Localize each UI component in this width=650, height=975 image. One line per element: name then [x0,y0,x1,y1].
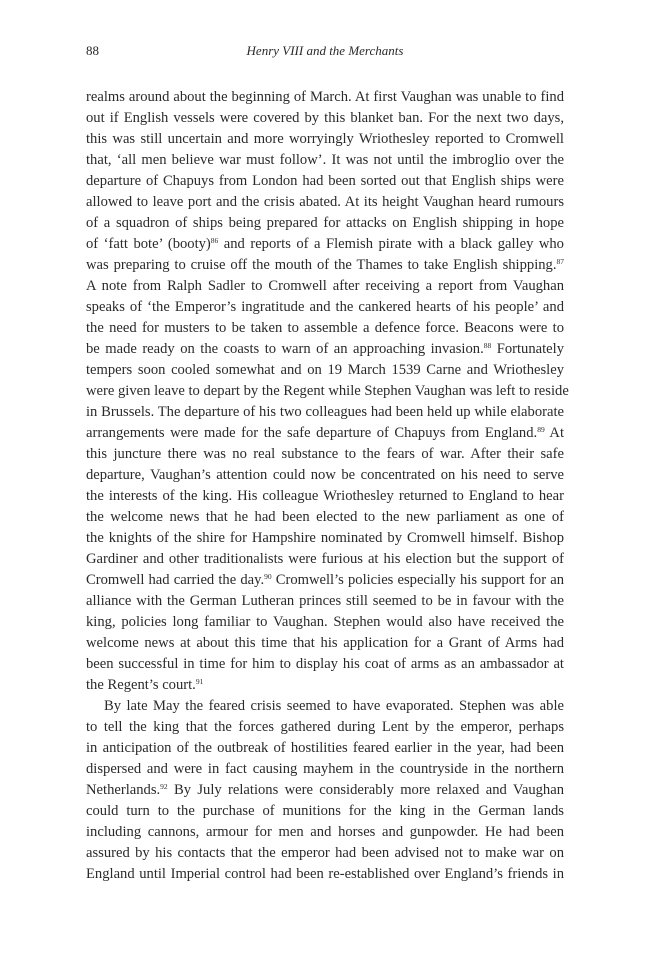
text-line [86,654,564,675]
text-run: in Brussels. The departure of his two colleagues had been held up while elaborate [86,404,564,420]
text-line [86,780,564,801]
text-run: allowed to leave port and the crisis abated. At its height Vaughan heard rumours [86,194,564,210]
footnote-reference: 91 [195,677,204,686]
footnote-reference: 92 [160,782,168,791]
text-run: were given leave to depart by the Regent while Stephen Vaughan was left to reside [86,383,569,399]
text-run: tempers soon cooled somewhat and on 19 March 1539 Carne and Wriothesley [86,362,564,378]
text-run: that, ‘all men believe war must follow’. It was not until the imbroglio over the [86,152,564,168]
text-line [86,255,564,276]
text-line [86,570,564,591]
text-line [86,465,564,486]
text-line [86,171,564,192]
text-line [86,507,564,528]
text-run: England until Imperial control had been re-established over England’s friends in [86,866,564,882]
text-line [86,360,564,381]
text-run: At [544,425,565,441]
text-line [86,801,564,822]
text-run: was preparing to cruise off the mouth of the Thames to take English shipping. [86,257,557,273]
text-run: By July relations were considerably more relaxed and Vaughan [167,782,564,798]
text-line [86,402,564,423]
text-line [86,129,564,150]
text-line [86,423,564,444]
text-run: alliance with the German Lutheran princes still seemed to be in favour with the [86,593,564,609]
text-line [86,822,564,843]
text-run: the knights of the shire for Hampshire nominated by Cromwell himself. Bishop [86,530,564,546]
text-line [86,528,564,549]
text-run: Cromwell’s policies especially his support for an [271,572,564,588]
text-line [86,381,569,402]
text-run: Cromwell had carried the day. [86,572,265,588]
text-line [86,591,564,612]
text-line [86,150,564,171]
text-run: Fortunately [491,341,564,357]
text-line [86,192,564,213]
text-line [86,633,564,654]
page-number: 88 [86,43,99,58]
text-run: in anticipation of the outbreak of hostilities feared earlier in the year, had been [86,740,564,756]
text-run: this juncture there was no real substance to the fears of war. After their safe [86,446,564,462]
text-run: Gardiner and other traditionalists were furious at his election but the support of [86,551,564,567]
text-run: been successful in time for him to display his coat of arms as an ambassador at [86,656,564,672]
text-line [86,108,564,129]
text-run: the interests of the king. His colleague Wriothesley returned to England to hear [86,488,564,504]
text-run: speaks of ‘the Emperor’s ingratitude and the cankered hearts of his people’ and [86,299,564,315]
text-run: out if English vessels were covered by this blanket ban. For the next two days, [86,110,564,126]
text-run: king, policies long familiar to Vaughan. Stephen would also have received the [86,614,564,630]
text-run: be made ready on the coasts to warn of an approaching invasion. [86,341,484,357]
text-run: including cannons, armour for men and horses and gunpowder. He had been [86,824,564,840]
text-run: realms around about the beginning of March. At first Vaughan was unable to find [86,89,564,105]
text-run: the welcome news that he had been elected to the new parliament as one of [86,509,564,525]
text-line [86,444,564,465]
text-line [86,549,564,570]
text-line [86,276,564,297]
body-text [86,87,569,885]
text-line [86,87,564,108]
text-run: to tell the king that the forces gathered during Lent by the emperor, perhaps [86,719,564,735]
text-line [86,675,564,696]
text-line [86,612,564,633]
text-run: welcome news at about this time that his application for a Grant of Arms had [86,635,564,651]
text-run: could turn to the purchase of munitions for the king in the German lands [86,803,564,819]
text-line [86,717,564,738]
text-line [86,864,564,885]
footnote-reference: 89 [537,425,545,434]
footnote-reference: 88 [483,341,492,350]
text-run: of ‘fatt bote’ (booty) [86,236,211,252]
text-line [86,696,564,717]
text-line [86,297,564,318]
text-line [86,318,564,339]
text-run: By late May the feared crisis seemed to have evaporated. Stephen was able [104,698,564,714]
text-line [86,843,564,864]
text-line [86,234,564,255]
text-run: assured by his contacts that the emperor had been advised not to make war on [86,845,564,861]
text-line [86,759,564,780]
text-run: departure of Chapuys from London had been sorted out that English ships were [86,173,564,189]
text-run: the Regent’s court. [86,677,196,693]
text-run: of a squadron of ships being prepared for attacks on English shipping in hope [86,215,564,231]
text-line [86,738,564,759]
text-line [86,486,564,507]
page-header [86,43,564,63]
text-run: dispersed and were in fact causing mayhem in the countryside in the northern [86,761,564,777]
text-run: A note from Ralph Sadler to Cromwell after receiving a report from Vaughan [86,278,564,294]
text-line [86,213,564,234]
text-run: and reports of a Flemish pirate with a black galley who [218,236,564,252]
footnote-reference: 86 [210,236,219,245]
text-run: arrangements were made for the safe departure of Chapuys from England. [86,425,538,441]
text-run: Netherlands. [86,782,161,798]
running-head: Henry VIII and the Merchants [246,43,404,58]
text-line [86,339,564,360]
footnote-reference: 87 [556,257,564,266]
text-run: departure, Vaughan’s attention could now be concentrated on his need to serve [86,467,564,483]
footnote-reference: 90 [264,572,272,581]
text-run: this was still uncertain and more worryingly Wriothesley reported to Cromwell [86,131,564,147]
text-run: the need for musters to be taken to assemble a defence force. Beacons were to [86,320,564,336]
